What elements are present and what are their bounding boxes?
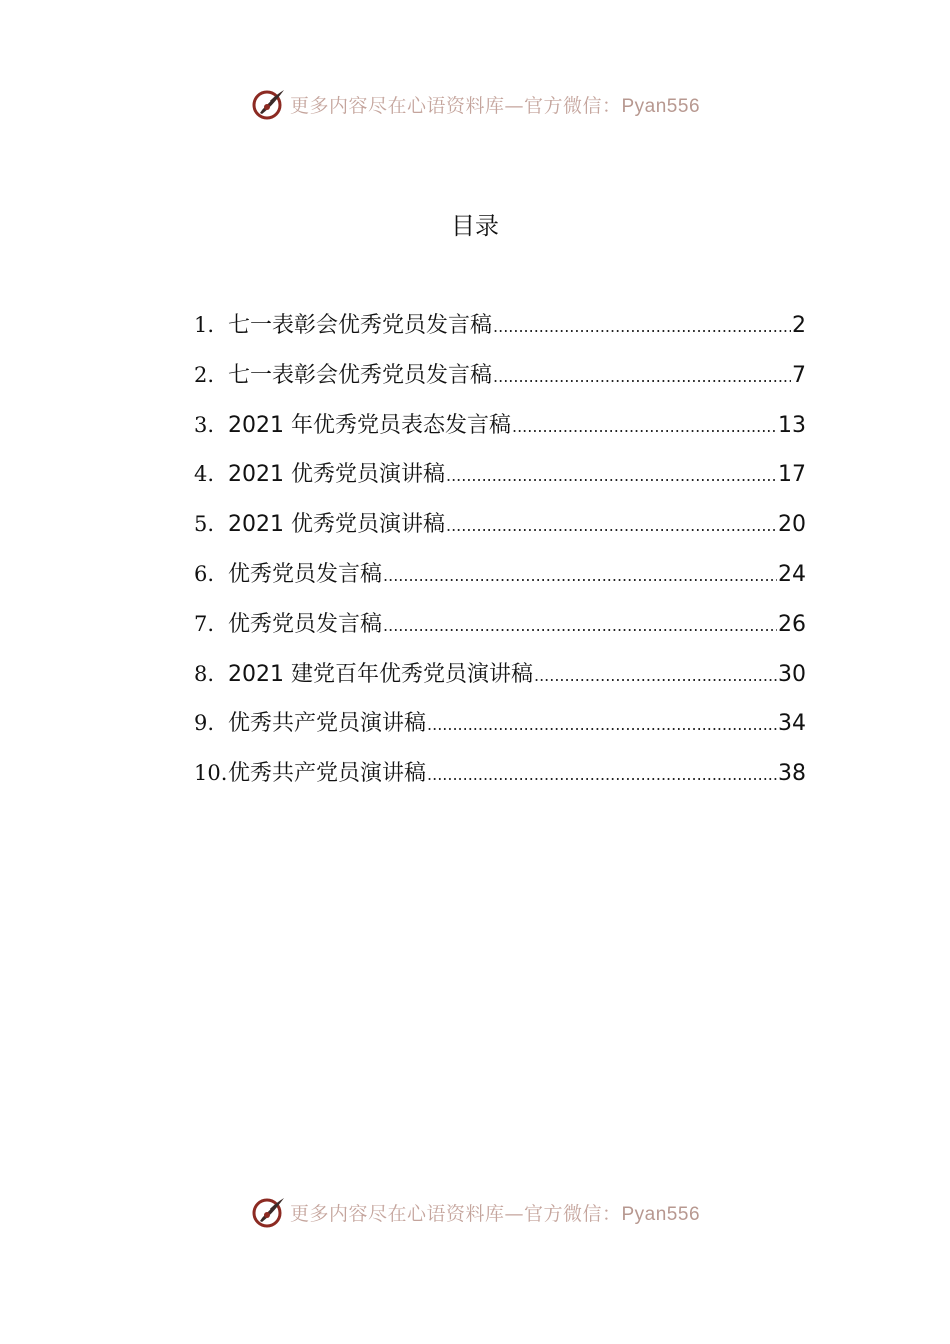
toc-dot-leader — [512, 407, 777, 447]
toc-entry[interactable] — [194, 305, 806, 355]
watermark-caption: 更多内容尽在心语资料库—官方微信： — [289, 1202, 622, 1225]
toc-dot-leader — [427, 755, 777, 795]
toc-dot-leader — [383, 606, 777, 646]
toc-entry-page: 24 — [778, 561, 806, 587]
toc-entry-number: 5. — [194, 512, 215, 537]
toc-entry-number: 7. — [194, 611, 215, 636]
toc-entry[interactable] — [194, 703, 806, 753]
watermark-text — [290, 1199, 700, 1226]
toc-entry-title: 2021 年优秀党员表态发言稿 — [228, 412, 511, 438]
toc-dot-leader — [534, 656, 777, 696]
toc-entry-number: 9. — [194, 711, 215, 736]
watermark-id: Pyan556 — [621, 1203, 701, 1225]
table-of-contents — [194, 305, 806, 803]
watermark-group — [250, 86, 700, 122]
toc-entry-page: 34 — [778, 711, 806, 737]
toc-entry-title: 优秀共产党员演讲稿 — [228, 761, 427, 787]
toc-entry[interactable] — [194, 355, 806, 405]
toc-dot-leader — [427, 705, 777, 745]
toc-entry-number: 1. — [194, 313, 215, 337]
toc-entry-title: 七一表彰会优秀党员发言稿 — [228, 313, 493, 338]
toc-entry-number: 3. — [194, 412, 215, 437]
toc-dot-leader — [446, 506, 777, 546]
toc-entry[interactable] — [194, 604, 806, 654]
toc-entry[interactable] — [194, 753, 806, 803]
toc-entry-number: 2. — [194, 362, 215, 387]
toc-entry-page: 26 — [778, 611, 806, 637]
toc-entry-number: 6. — [194, 561, 215, 586]
toc-entry-page: 17 — [778, 462, 806, 488]
toc-entry-number: 10. — [194, 761, 228, 786]
toc-entry[interactable] — [194, 405, 806, 455]
watermark-id: Pyan556 — [621, 95, 701, 117]
watermark-text — [290, 91, 700, 118]
toc-entry-title: 2021 优秀党员演讲稿 — [228, 462, 445, 488]
watermark-caption: 更多内容尽在心语资料库—官方微信： — [289, 94, 622, 117]
toc-entry[interactable] — [194, 554, 806, 604]
header-watermark — [0, 84, 950, 124]
toc-entry[interactable] — [194, 654, 806, 704]
toc-dot-leader — [446, 456, 777, 496]
toc-entry-page: 2 — [792, 313, 806, 338]
toc-dot-leader — [493, 307, 791, 347]
toc-entry-title: 优秀党员发言稿 — [228, 611, 383, 637]
page-title: 目录 — [451, 212, 499, 240]
toc-entry[interactable] — [194, 454, 806, 504]
toc-entry-page: 13 — [778, 412, 806, 438]
quill-logo-icon — [250, 86, 286, 122]
toc-entry-title: 优秀党员发言稿 — [228, 561, 383, 587]
toc-entry-page: 30 — [778, 661, 806, 687]
toc-entry-number: 8. — [194, 661, 215, 686]
toc-entry-title: 2021 建党百年优秀党员演讲稿 — [228, 661, 533, 687]
toc-entry-title: 2021 优秀党员演讲稿 — [228, 512, 445, 538]
toc-entry-page: 20 — [778, 512, 806, 538]
footer-watermark — [0, 1192, 950, 1232]
toc-entry-number: 4. — [194, 462, 215, 487]
toc-dot-leader — [383, 556, 777, 596]
toc-entry-page: 38 — [778, 761, 806, 787]
watermark-group — [250, 1194, 700, 1230]
toc-entry-title: 优秀共产党员演讲稿 — [228, 711, 427, 737]
quill-logo-icon — [250, 1194, 286, 1230]
toc-entry[interactable] — [194, 504, 806, 554]
toc-entry-title: 七一表彰会优秀党员发言稿 — [228, 362, 493, 388]
toc-dot-leader — [493, 357, 791, 397]
toc-entry-page: 7 — [792, 362, 806, 388]
